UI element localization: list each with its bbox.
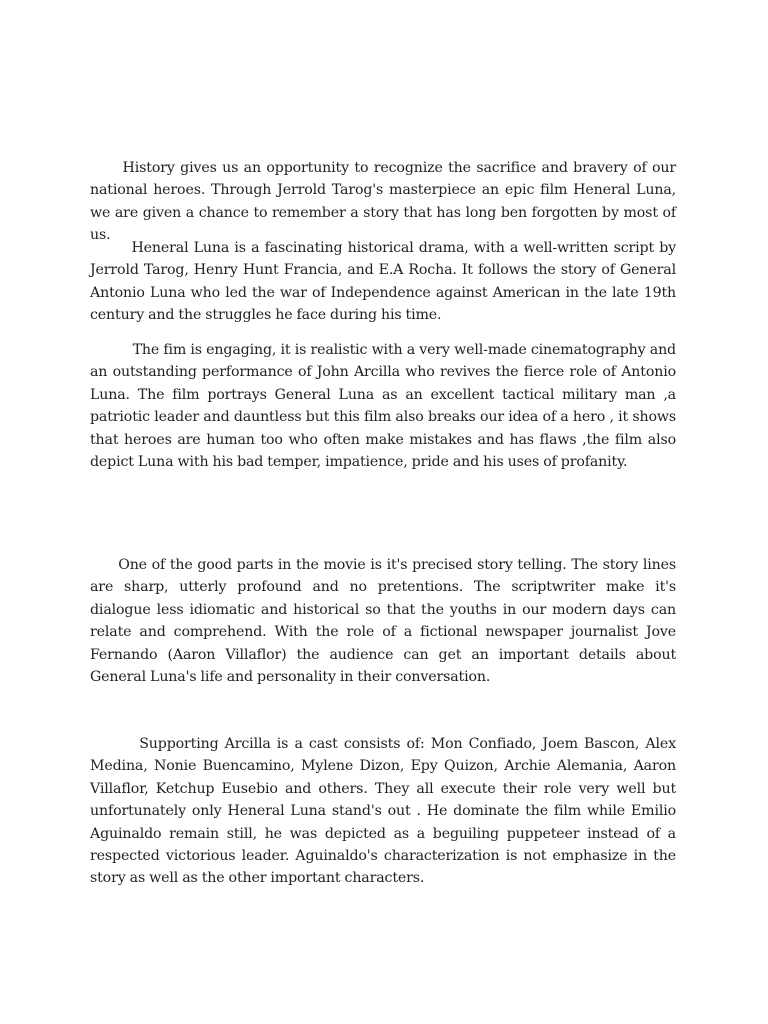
- paragraph-intro: History gives us an opportunity to recognize the sacrifice and bravery of our national heroes. Through Jerrold Tarog's masterpiece an epic film Heneral Luna, we are given a chance to remember a story that has long ben forgotten by most of us.: [90, 160, 681, 244]
- paragraph-synopsis: Heneral Luna is a fascinating historical drama, with a well-written script by Jerrold Tarog, Henry Hunt Francia, and E.A Rocha. It follows the story of General Antonio Luna who led the war of Independence against American in the late 19th century and the struggles he face during his time.: [90, 240, 681, 324]
- paragraph-cast: Supporting Arcilla is a cast consists of: Mon Confiado, Joem Bascon, Alex Medina, Nonie Buencamino, Mylene Dizon, Epy Quizon, Archie Alemania, Aaron Villaflor, Ketchup Eusebio and others. They all execute their role very well but unfortunately only Heneral Luna stand's out . He dominate the film while Emilio Aguinaldo remain still, he was depicted as a beguiling puppeteer instead of a respected victorious leader. Aguinaldo's characterization is not emphasize in the story as well as the other important characters.: [90, 736, 681, 887]
- paragraph-storytelling: One of the good parts in the movie is it's precised story telling. The story lines are sharp, utterly profound and no pretentions. The scriptwriter make it's dialogue less idiomatic and historical so that the youths in our modern days can relate and comprehend. With the role of a fictional newspaper journalist Jove Fernando (Aaron Villaflor) the audience can get an important details about General Luna's life and personality in their conversation.: [90, 557, 685, 686]
- paragraph-performance: The fim is engaging, it is realistic with a very well-made cinematography and an outstanding performance of John Arcilla who revives the fierce role of Antonio Luna. The film portrays General Luna as an excellent tactical military man ,a patriotic leader and dauntless but this film also breaks our idea of a hero , it shows that heroes are human too who often make mistakes and has flaws ,the film also depict Luna with his bad temper, impatience, pride and his uses of profanity.: [90, 342, 681, 471]
